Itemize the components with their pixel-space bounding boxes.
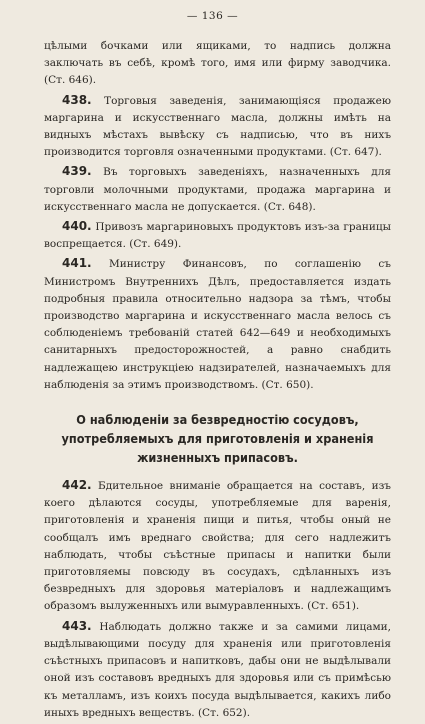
article-text: Наблюдать должно также и за самими лицами, выдѣлывающими посуду для храненія или приготовленія съѣстныхъ припасовъ и напитковъ, дабы они не выдѣлывали оной изъ составовъ вредныхъ для здоровья или съ примѣсью къ металламъ, изъ коихъ посуда выдѣлывается, какихъ либо иныхъ вредныхъ веществъ. (Ст. 652). [44, 620, 391, 719]
page-body [44, 38, 391, 724]
article-number: 439. [62, 164, 92, 179]
article-440 [44, 218, 391, 253]
article-text: Привозъ маргариновыхъ продуктовъ изъ-за границы воспрещается. (Ст. 649). [44, 221, 391, 251]
article-442 [44, 477, 391, 616]
article-443 [44, 618, 391, 722]
article-number: 443. [62, 618, 92, 633]
article-438 [44, 92, 391, 162]
section-heading: О наблюденіи за безвредностію сосудовъ, употребляемыхъ для приготовленія и храненія жизненныхъ припасовъ. [61, 412, 374, 466]
article-number: 442. [62, 478, 92, 493]
paragraph-continuation [44, 38, 391, 90]
article-text: Министру Финансовъ, по соглашенію съ Министромъ Внутреннихъ Дѣлъ, предоставляется издать подробныя правила относительно надзора за тѣмъ, чтобы производство маргарина и искусственнаго масла велось съ соблюденіемъ требованій статей 642—649 и необходимыхъ санитарныхъ предосторожностей, а равно снабдить надлежащею инструкціею надзирателей, назначаемыхъ для наблюденія за этимъ производствомъ. (Ст. 650). [44, 258, 391, 391]
article-number: 441. [62, 256, 92, 271]
paragraph-text: цѣлыми бочками или ящиками, то надпись должна заключать въ себѣ, кромѣ того, имя или фирму заводчика. (Ст. 646). [44, 40, 391, 87]
article-number: 438. [62, 92, 92, 107]
article-text: Торговыя заведенія, занимающіяся продажею маргарина и искусственнаго масла, должны имѣть на видныхъ мѣстахъ вывѣску съ надписью, что въ нихъ производится торговля означенными продуктами. (Ст. 647). [44, 94, 391, 159]
article-439 [44, 163, 391, 216]
page-number: — 136 — [186, 10, 239, 22]
article-441 [44, 255, 391, 394]
article-text: Бдительное вниманіе обращается на составъ, изъ коего дѣлаются сосуды, употребляемые для варенія, приготовленія и храненія пищи и питья, чтобы оный не сообщалъ имъ вреднаго свойства; для сего надлежитъ наблюдать, чтобы съѣстные припасы и напитки были приготовляемы повсюду въ сосудахъ, сдѣланныхъ изъ безвредныхъ для здоровья матеріаловъ и надлежащимъ образомъ вылуженныхъ или вымуравленныхъ. (Ст. 651). [44, 480, 391, 613]
article-text: Въ торговыхъ заведеніяхъ, назначенныхъ для торговли молочными продуктами, продажа маргарина и искусственнаго масла не допускается. (Ст. 648). [44, 166, 391, 213]
article-number: 440. [62, 219, 92, 234]
